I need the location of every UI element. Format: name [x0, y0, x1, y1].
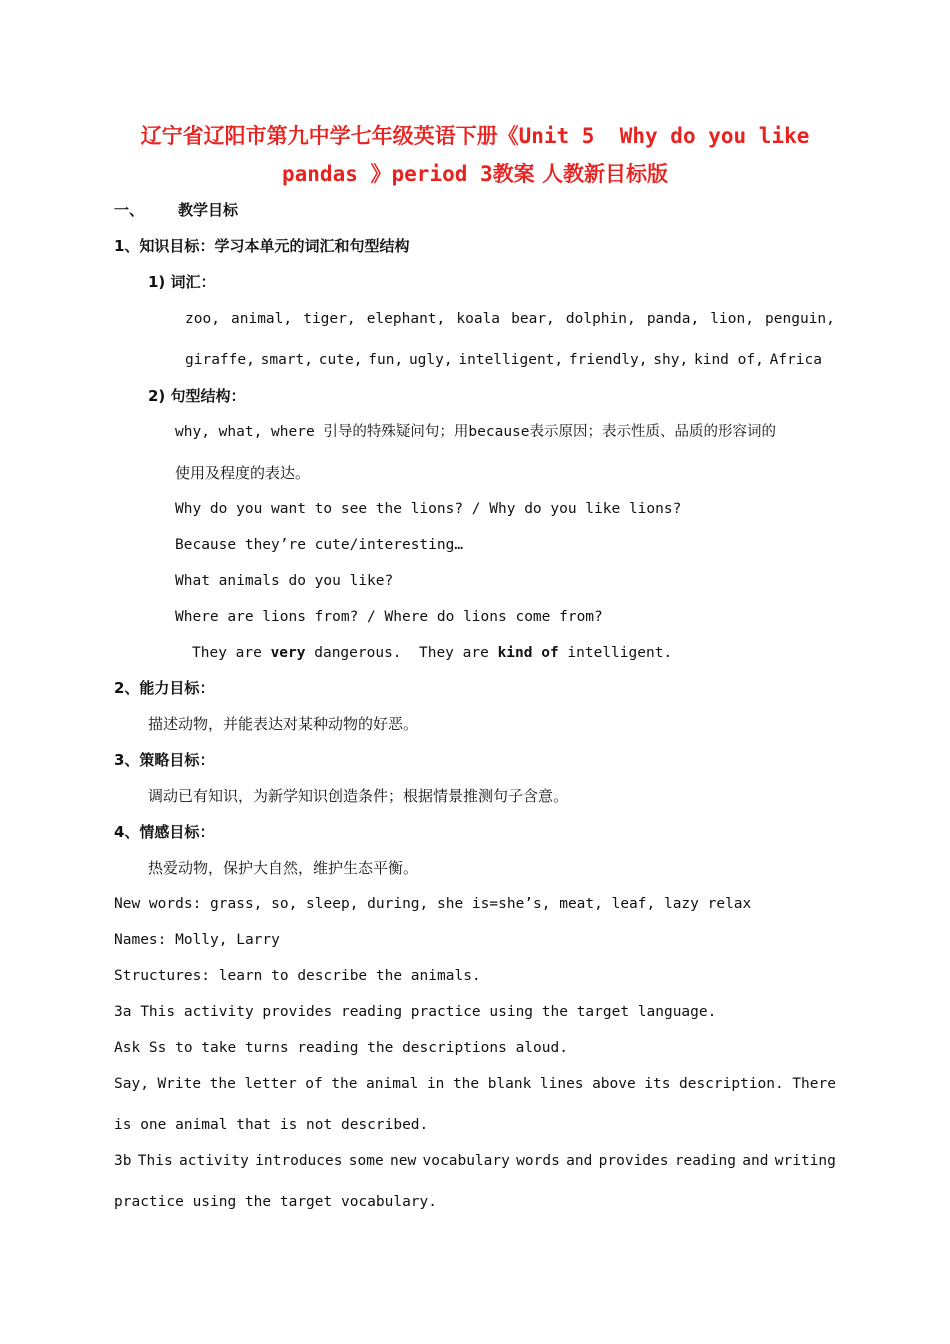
b3-word: some: [348, 1153, 384, 1169]
title-cn-part: 辽宁省辽阳市第九中学七年级英语下册《: [140, 123, 519, 148]
section-1-label: 教学目标: [178, 201, 239, 219]
vocab-word: giraffe,: [185, 352, 255, 368]
vocab-word: dolphin,: [565, 311, 636, 327]
vocab-heading: 1) 词汇：: [148, 273, 216, 291]
b3-word: 3b: [114, 1153, 132, 1169]
b3-word: provides: [598, 1153, 669, 1169]
say-word: the: [331, 1076, 358, 1092]
say-word: the: [452, 1076, 480, 1092]
say-word: animal: [366, 1076, 419, 1092]
b3-word: reading: [674, 1153, 736, 1169]
section-1-number: 一、: [114, 201, 145, 219]
vocab-row-1: [185, 309, 835, 329]
b3-word: This: [137, 1153, 173, 1169]
title-cn-part-2: 教案 人教新目标版: [492, 161, 668, 186]
say-word: in: [426, 1076, 445, 1092]
ex5-bold-very: very: [270, 645, 306, 661]
goal-4-heading: 4、情感目标：: [114, 823, 215, 841]
vocab-word: intelligent,: [458, 352, 564, 368]
ex5-text: intelligent.: [558, 645, 673, 661]
example-sentence-5: [192, 643, 672, 663]
b3-word: and: [742, 1153, 769, 1169]
say-word: description.: [678, 1076, 784, 1092]
example-sentence-4: Where are lions from? / Where do lions come from?: [175, 609, 603, 625]
say-word: of: [305, 1076, 323, 1092]
say-word: blank: [487, 1076, 532, 1092]
say-word: its: [644, 1076, 671, 1092]
document-title-line-1: [0, 122, 950, 150]
vocab-word: ugly,: [408, 352, 453, 368]
activity-3b-line-1: [114, 1151, 836, 1171]
say-word: the: [209, 1076, 236, 1092]
structures-line: Structures: learn to describe the animals.: [114, 968, 481, 984]
document-title-line-2: [0, 160, 950, 188]
title-en-part: Unit 5 Why do you like: [518, 124, 810, 148]
vocab-word: lion,: [710, 311, 754, 327]
structure-intro-line-2: 使用及程度的表达。: [175, 464, 311, 482]
ex5-text: dangerous. They are: [305, 645, 498, 661]
vocab-word: penguin,: [765, 311, 835, 327]
structure-heading: 2) 句型结构：: [148, 387, 246, 405]
names-line: Names: Molly, Larry: [114, 932, 280, 948]
vocab-word: zoo,: [185, 311, 220, 327]
example-sentence-3: What animals do you like?: [175, 573, 394, 589]
example-sentence-1: Why do you want to see the lions? / Why do you like lions?: [175, 501, 682, 517]
vocab-word: friendly,: [568, 352, 648, 368]
b3-word: words: [516, 1153, 560, 1169]
goal-2-heading: 2、能力目标：: [114, 679, 215, 697]
goal-3-heading: 3、策略目标：: [114, 751, 215, 769]
example-sentence-2: Because they’re cute/interesting…: [175, 537, 464, 553]
b3-word: introduces: [255, 1153, 343, 1169]
b3-word: activity: [179, 1153, 249, 1169]
vocab-word: elephant,: [366, 311, 446, 327]
b3-word: vocabulary: [422, 1153, 510, 1169]
vocab-word: smart,: [260, 352, 314, 368]
vocab-word: animal,: [231, 311, 293, 327]
vocab-row-2: [185, 350, 822, 370]
b3-word: new: [390, 1153, 417, 1169]
vocab-word: bear,: [511, 311, 555, 327]
ex5-text: They are: [192, 645, 271, 661]
say-word: Write: [157, 1076, 202, 1092]
section-1-heading: [114, 200, 238, 220]
ex5-bold-kind-of: kind of: [497, 645, 559, 661]
vocab-word: koala: [456, 311, 501, 327]
say-word: letter: [244, 1076, 297, 1092]
say-word: Say,: [114, 1076, 149, 1092]
vocab-word: Africa: [769, 352, 822, 368]
say-line-1: [114, 1074, 836, 1094]
goal-4-text: 热爱动物，保护大自然，维护生态平衡。: [148, 859, 419, 877]
goal-3-text: 调动已有知识，为新学知识创造条件；根据情景推测句子含意。: [148, 787, 569, 805]
vocab-word: fun,: [368, 352, 404, 368]
say-word: lines: [539, 1076, 584, 1092]
vocab-word: shy,: [653, 352, 689, 368]
structure-intro-line-1: why, what, where 引导的特殊疑问句；用because表示原因；表示性质、品质的形容词的: [175, 424, 777, 440]
b3-word: writing: [774, 1153, 836, 1169]
say-line-2: is one animal that is not described.: [114, 1117, 429, 1133]
vocab-word: cute,: [318, 352, 363, 368]
goal-2-text: 描述动物，并能表达对某种动物的好恶。: [148, 715, 419, 733]
ask-line: Ask Ss to take turns reading the descriptions aloud.: [114, 1040, 568, 1056]
vocab-word: kind of,: [693, 352, 764, 368]
say-word: There: [792, 1076, 836, 1092]
activity-3a-line: 3a This activity provides reading practice using the target language.: [114, 1004, 717, 1020]
say-word: above: [592, 1076, 636, 1092]
title-en-part-2: pandas 》: [282, 162, 392, 186]
activity-3b-line-2: practice using the target vocabulary.: [114, 1194, 438, 1210]
title-period: period 3: [391, 162, 493, 186]
vocab-word: tiger,: [303, 311, 356, 327]
goal-1-heading: 1、知识目标：学习本单元的词汇和句型结构: [114, 237, 410, 255]
vocab-word: panda,: [646, 311, 700, 327]
new-words-line: New words: grass, so, sleep, during, she is=she’s, meat, leaf, lazy relax: [114, 896, 752, 912]
b3-word: and: [566, 1153, 593, 1169]
